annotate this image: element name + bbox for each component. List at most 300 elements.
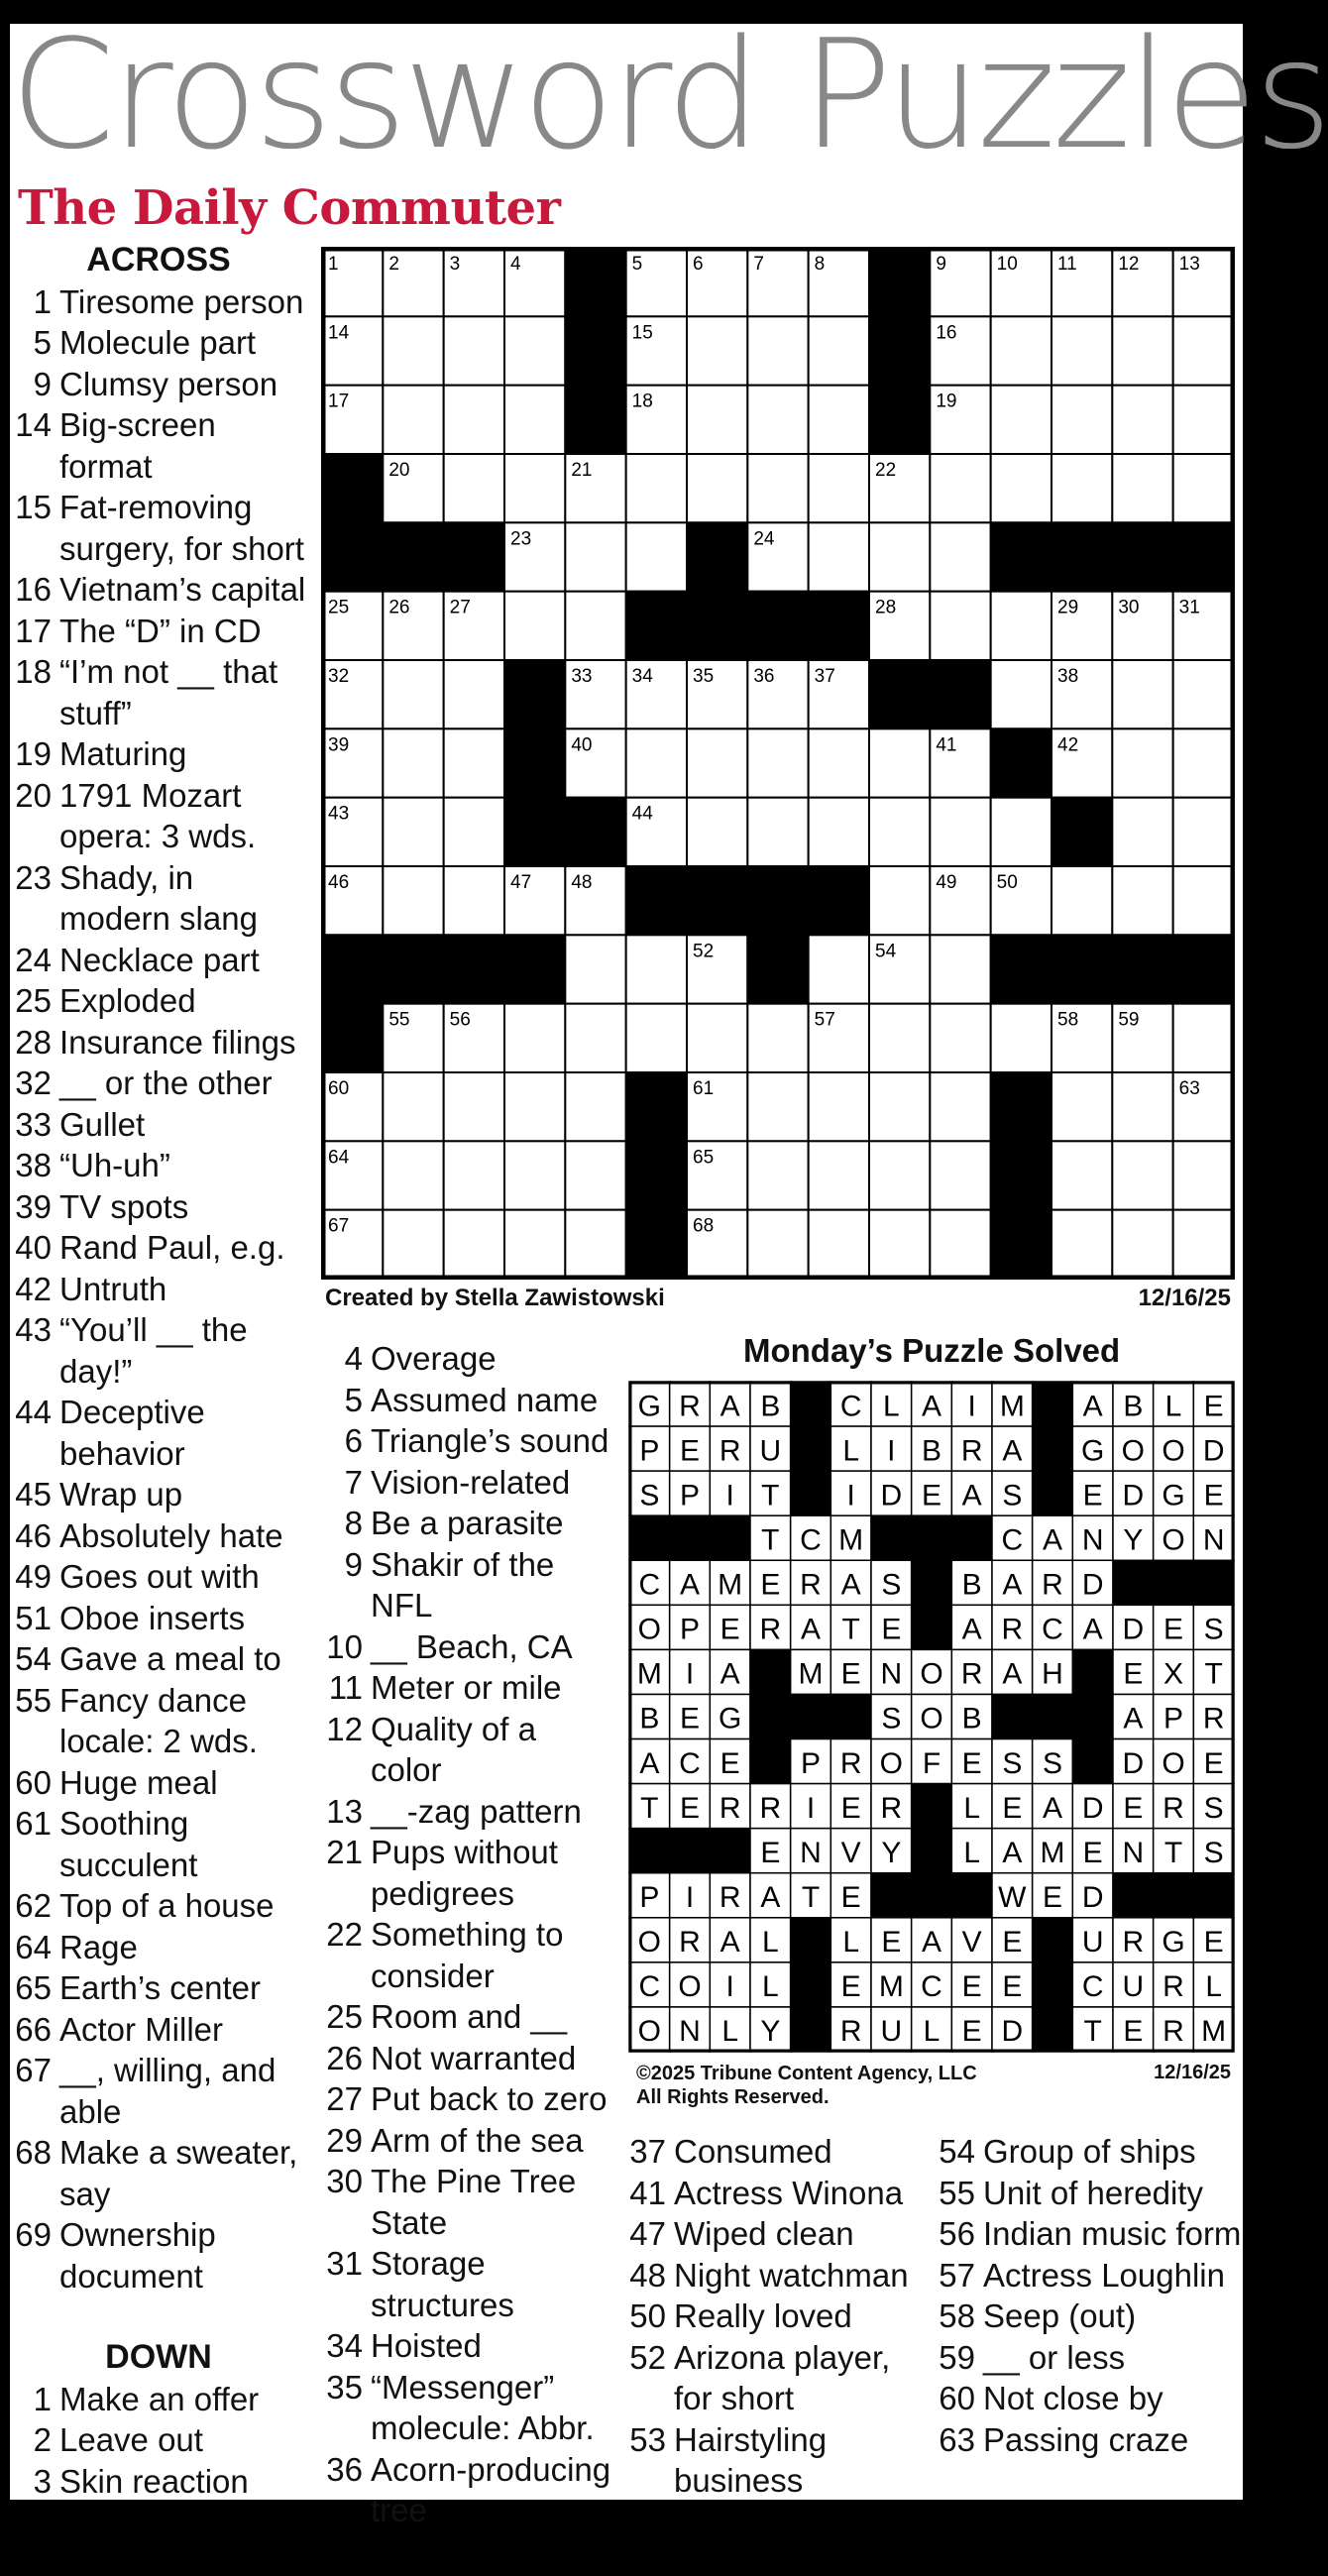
clue-text: Really loved xyxy=(674,2297,852,2334)
grid-cell[interactable] xyxy=(809,316,869,385)
clue-text: Make a sweater, say xyxy=(59,2134,298,2212)
solved-letter: A xyxy=(1082,1613,1103,1646)
grid-cell[interactable] xyxy=(444,454,504,522)
grid-cell[interactable] xyxy=(383,386,443,454)
grid-cell[interactable] xyxy=(687,454,747,522)
solved-letter: E xyxy=(1082,1836,1103,1869)
down-clue xyxy=(936,2213,1243,2255)
solved-letter: N xyxy=(1122,1836,1145,1869)
grid-cell[interactable] xyxy=(809,454,869,522)
solved-letter: B xyxy=(961,1568,982,1602)
down-clue xyxy=(315,1338,612,1380)
solved-letter: E xyxy=(719,1746,740,1780)
grid-cell[interactable] xyxy=(1173,660,1234,728)
grid-cell[interactable] xyxy=(809,1072,869,1141)
solved-letter: L xyxy=(1164,1390,1182,1423)
cell-number: 18 xyxy=(631,391,653,412)
grid-cell[interactable] xyxy=(809,798,869,866)
grid-cell[interactable] xyxy=(504,1141,565,1209)
grid-cell[interactable] xyxy=(930,592,990,660)
grid-cell[interactable] xyxy=(991,660,1051,728)
solved-title: Monday’s Puzzle Solved xyxy=(743,1332,1121,1369)
grid-cell[interactable] xyxy=(383,1141,443,1209)
solved-letter: A xyxy=(1123,1702,1144,1736)
solved-letter: E xyxy=(840,1880,861,1914)
grid-cell[interactable] xyxy=(1173,728,1234,797)
grid-cell[interactable] xyxy=(565,1210,625,1279)
grid-cell[interactable] xyxy=(1173,454,1234,522)
cell-number: 36 xyxy=(753,666,775,687)
solved-letter: P xyxy=(800,1746,822,1780)
grid-cell[interactable] xyxy=(1051,1210,1112,1279)
solved-letter: S xyxy=(881,1702,902,1736)
solved-letter: M xyxy=(1040,1836,1065,1869)
clue-number: 62 xyxy=(15,1887,52,1924)
grid-cell[interactable] xyxy=(565,935,625,1003)
solved-letter: L xyxy=(963,1836,981,1869)
solved-letter: R xyxy=(880,1791,903,1825)
clue-text: Fat-removing surgery, for short xyxy=(59,489,304,567)
grid-cell[interactable] xyxy=(991,386,1051,454)
solved-letter: M xyxy=(636,1657,662,1691)
grid-cell[interactable] xyxy=(383,1210,443,1279)
solved-black-square xyxy=(912,1560,952,1605)
cell-number: 68 xyxy=(693,1215,715,1237)
grid-cell[interactable] xyxy=(1051,316,1112,385)
grid-cell[interactable] xyxy=(1051,454,1112,522)
grid-cell[interactable] xyxy=(809,728,869,797)
across-clue xyxy=(10,1638,307,1680)
solved-letter: N xyxy=(800,1836,822,1869)
cell-number: 59 xyxy=(1118,1009,1140,1031)
clue-column-2 xyxy=(315,1338,612,2531)
solved-letter: A xyxy=(1002,1836,1023,1869)
solved-letter: L xyxy=(842,1434,860,1468)
grid-cell[interactable] xyxy=(626,728,687,797)
grid-cell[interactable] xyxy=(1051,1141,1112,1209)
solved-letter: E xyxy=(1123,1791,1144,1825)
grid-cell[interactable] xyxy=(991,316,1051,385)
grid-cell[interactable] xyxy=(869,1072,930,1141)
solved-letter: B xyxy=(1123,1390,1144,1423)
grid-cell[interactable] xyxy=(991,1004,1051,1072)
grid-cell[interactable] xyxy=(747,1141,808,1209)
grid-cell[interactable] xyxy=(869,798,930,866)
clue-column-1 xyxy=(10,240,307,2502)
black-square xyxy=(991,1210,1051,1279)
solved-letter: B xyxy=(961,1702,982,1736)
solved-letter: L xyxy=(882,1390,900,1423)
solved-letter: A xyxy=(719,1657,740,1691)
grid-cell[interactable] xyxy=(1112,386,1172,454)
cell-number: 31 xyxy=(1178,597,1200,618)
across-clue xyxy=(10,1598,307,1639)
grid-cell[interactable] xyxy=(444,728,504,797)
across-clue xyxy=(10,1186,307,1228)
black-square xyxy=(322,935,383,1003)
black-square xyxy=(687,522,747,591)
grid-cell[interactable] xyxy=(747,1004,808,1072)
clue-text: Assumed name xyxy=(371,1381,599,1418)
grid-cell[interactable] xyxy=(383,866,443,935)
grid-cell[interactable] xyxy=(1112,316,1172,385)
cell-number: 54 xyxy=(875,941,897,962)
grid-cell[interactable] xyxy=(1051,866,1112,935)
solved-letter: C xyxy=(921,1970,942,2004)
across-clue xyxy=(10,1063,307,1104)
solved-letter: S xyxy=(1002,1746,1023,1780)
grid-cell[interactable] xyxy=(687,386,747,454)
clue-text: Arizona player, for short xyxy=(674,2338,891,2416)
clue-text: Pups without pedigrees xyxy=(371,1834,558,1912)
black-square xyxy=(991,522,1051,591)
solved-black-square xyxy=(951,1873,992,1918)
clue-text: “Uh-uh” xyxy=(59,1147,170,1183)
grid-cell[interactable] xyxy=(626,935,687,1003)
solved-letter: I xyxy=(685,1880,695,1914)
grid-cell[interactable] xyxy=(1051,1072,1112,1141)
clue-number: 18 xyxy=(15,653,52,690)
grid-cell[interactable] xyxy=(747,316,808,385)
solved-letter: T xyxy=(761,1479,780,1512)
grid-cell[interactable] xyxy=(809,1210,869,1279)
clue-text: Something to consider xyxy=(371,1916,564,1994)
across-clue xyxy=(10,1309,307,1392)
grid-cell[interactable] xyxy=(444,1210,504,1279)
cell-number: 64 xyxy=(328,1147,350,1169)
grid-cell[interactable] xyxy=(1173,316,1234,385)
clue-number: 4 xyxy=(344,1340,363,1377)
across-clue xyxy=(10,2214,307,2296)
clue-text: Indian music form xyxy=(983,2215,1242,2252)
solved-letter: A xyxy=(921,1926,942,1960)
grid-cell[interactable] xyxy=(504,386,565,454)
solved-black-square xyxy=(951,1515,992,1560)
black-square xyxy=(1112,522,1172,591)
solved-letter: A xyxy=(1042,1791,1063,1825)
across-clue xyxy=(10,1680,307,1762)
across-clue xyxy=(10,651,307,733)
grid-cell[interactable] xyxy=(504,454,565,522)
solved-letter: O xyxy=(1162,1434,1185,1468)
cell-number: 43 xyxy=(328,803,350,825)
across-clue xyxy=(10,775,307,857)
solved-black-square xyxy=(871,1515,912,1560)
solved-letter: Y xyxy=(1123,1523,1144,1557)
grid-cell[interactable] xyxy=(383,660,443,728)
grid-cell[interactable] xyxy=(747,386,808,454)
grid-cell[interactable] xyxy=(869,866,930,935)
cell-number: 41 xyxy=(936,734,957,756)
grid-cell[interactable] xyxy=(930,522,990,591)
clue-number: 69 xyxy=(15,2216,52,2253)
black-square xyxy=(565,316,625,385)
grid-cell[interactable] xyxy=(444,798,504,866)
black-square xyxy=(383,935,443,1003)
solved-letter: E xyxy=(679,1434,701,1468)
grid-cell[interactable] xyxy=(687,728,747,797)
solved-black-square xyxy=(670,1515,711,1560)
clue-number: 28 xyxy=(15,1023,52,1061)
solved-letter: S xyxy=(1203,1613,1224,1646)
clue-number: 13 xyxy=(326,1792,363,1830)
solved-letter: E xyxy=(1002,1926,1023,1960)
grid-cell[interactable] xyxy=(1112,1210,1172,1279)
solved-black-square xyxy=(992,1694,1033,1738)
solved-letter: E xyxy=(881,1613,902,1646)
grid-cell[interactable] xyxy=(1112,866,1172,935)
cell-number: 34 xyxy=(631,666,653,687)
solved-letter: E xyxy=(961,1970,982,2004)
solved-letter: A xyxy=(760,1880,781,1914)
clue-number: 66 xyxy=(15,2010,52,2048)
down-clue xyxy=(315,1626,612,1668)
clue-number: 19 xyxy=(15,735,52,772)
across-clue xyxy=(10,1474,307,1515)
solved-black-square xyxy=(750,1649,791,1694)
down-clue xyxy=(315,1914,612,1996)
clue-text: Consumed xyxy=(674,2133,832,2170)
cell-number: 32 xyxy=(328,666,350,687)
grid-cell[interactable] xyxy=(383,798,443,866)
clue-number: 42 xyxy=(15,1270,52,1307)
down-clue xyxy=(315,1462,612,1504)
clue-text: Maturing xyxy=(59,735,187,772)
solved-letter: A xyxy=(840,1568,861,1602)
solved-letter: D xyxy=(1202,1434,1225,1468)
grid-cell[interactable] xyxy=(747,1072,808,1141)
grid-cell[interactable] xyxy=(1173,798,1234,866)
clue-number: 43 xyxy=(15,1311,52,1348)
grid-cell[interactable] xyxy=(930,454,990,522)
clue-number: 58 xyxy=(939,2297,975,2334)
clue-number: 24 xyxy=(15,941,52,978)
solved-letter: E xyxy=(1082,1479,1103,1512)
solved-letter: S xyxy=(639,1479,660,1512)
grid-cell[interactable] xyxy=(687,798,747,866)
solved-letter: T xyxy=(761,1523,780,1557)
clue-number: 61 xyxy=(15,1805,52,1842)
grid-cell[interactable] xyxy=(504,1004,565,1072)
clue-text: The “D” in CD xyxy=(59,612,262,649)
grid-cell[interactable] xyxy=(444,660,504,728)
solved-letter: E xyxy=(1123,2015,1144,2049)
grid-cell[interactable] xyxy=(991,798,1051,866)
grid-cell[interactable] xyxy=(930,935,990,1003)
grid-cell[interactable] xyxy=(1173,386,1234,454)
solved-black-square xyxy=(912,1873,952,1918)
grid-cell[interactable] xyxy=(383,728,443,797)
clue-number: 30 xyxy=(326,2163,363,2199)
clue-number: 2 xyxy=(33,2421,52,2458)
solved-letter: O xyxy=(920,1657,943,1691)
clue-number: 36 xyxy=(326,2450,363,2488)
clue-number: 5 xyxy=(33,324,52,361)
grid-cell[interactable] xyxy=(930,1004,990,1072)
grid-cell[interactable] xyxy=(626,1004,687,1072)
grid-cell[interactable] xyxy=(383,316,443,385)
grid-cell[interactable] xyxy=(930,798,990,866)
grid-cell[interactable] xyxy=(869,522,930,591)
clue-number: 54 xyxy=(939,2133,975,2170)
clue-text: Ownership document xyxy=(59,2216,216,2295)
solved-letter: R xyxy=(679,1390,701,1423)
clue-text: “Messenger” molecule: Abbr. xyxy=(371,2368,595,2446)
solved-black-square xyxy=(830,1694,871,1738)
black-square xyxy=(869,248,930,316)
clue-text: Put back to zero xyxy=(371,2080,608,2117)
cell-number: 35 xyxy=(693,666,715,687)
clue-text: Overage xyxy=(371,1340,497,1377)
solved-letter: R xyxy=(759,1791,782,1825)
down-heading: DOWN xyxy=(105,2338,212,2376)
grid-cell[interactable] xyxy=(869,1210,930,1279)
grid-cell[interactable] xyxy=(565,592,625,660)
grid-cell[interactable] xyxy=(747,798,808,866)
across-clue xyxy=(10,1392,307,1474)
clue-number: 22 xyxy=(326,1916,363,1953)
grid-cell[interactable] xyxy=(930,1072,990,1141)
across-clue xyxy=(10,1967,307,2009)
solved-letter: L xyxy=(761,1926,779,1960)
grid-cell[interactable] xyxy=(1173,1141,1234,1209)
solved-letter: T xyxy=(801,1880,821,1914)
grid-cell[interactable] xyxy=(444,1072,504,1141)
grid-cell[interactable] xyxy=(1051,386,1112,454)
solved-letter: E xyxy=(1002,1791,1023,1825)
across-clue xyxy=(10,281,307,323)
clue-number: 50 xyxy=(629,2297,666,2334)
clue-number: 25 xyxy=(15,982,52,1019)
cell-number: 63 xyxy=(1178,1078,1200,1099)
grid-cell[interactable] xyxy=(1112,728,1172,797)
grid-cell[interactable] xyxy=(1112,660,1172,728)
clue-number: 10 xyxy=(326,1627,363,1665)
clue-text: TV spots xyxy=(59,1187,189,1225)
solved-black-square xyxy=(791,1382,831,1426)
solved-letter: M xyxy=(878,1970,904,2004)
grid-cell[interactable] xyxy=(1112,454,1172,522)
grid-cell[interactable] xyxy=(747,728,808,797)
grid-cell[interactable] xyxy=(565,522,625,591)
solved-black-square xyxy=(791,1962,831,2007)
across-clue xyxy=(10,1269,307,1310)
grid-cell[interactable] xyxy=(930,1141,990,1209)
clue-number: 48 xyxy=(629,2256,666,2294)
grid-cell[interactable] xyxy=(626,454,687,522)
down-clue xyxy=(315,1996,612,2038)
grid-cell[interactable] xyxy=(1112,798,1172,866)
black-square xyxy=(991,1141,1051,1209)
solved-letter: V xyxy=(961,1926,982,1960)
solved-letter: R xyxy=(719,1434,741,1468)
grid-cell[interactable] xyxy=(687,316,747,385)
clue-number: 32 xyxy=(15,1064,52,1101)
black-square xyxy=(444,935,504,1003)
solved-black-square xyxy=(1193,1560,1234,1605)
down-clue xyxy=(315,1380,612,1421)
grid-cell[interactable] xyxy=(1173,866,1234,935)
solved-letter: L xyxy=(842,1926,860,1960)
grid-cell[interactable] xyxy=(565,1004,625,1072)
black-square xyxy=(747,935,808,1003)
clue-text: __ Beach, CA xyxy=(371,1627,573,1665)
grid-cell[interactable] xyxy=(809,1141,869,1209)
grid-cell[interactable] xyxy=(504,316,565,385)
grid-cell[interactable] xyxy=(747,1210,808,1279)
solved-black-square xyxy=(791,1918,831,1962)
grid-cell[interactable] xyxy=(444,316,504,385)
cell-number: 15 xyxy=(631,322,653,344)
black-square xyxy=(747,866,808,935)
clue-number: 47 xyxy=(629,2215,666,2252)
clue-number: 37 xyxy=(629,2133,666,2170)
solved-black-square xyxy=(1113,1560,1154,1605)
black-square xyxy=(322,1004,383,1072)
solved-letter: P xyxy=(679,1613,701,1646)
down-clue xyxy=(936,2419,1243,2461)
clue-number: 59 xyxy=(939,2338,975,2376)
solved-letter: U xyxy=(1081,1926,1104,1960)
across-clue xyxy=(10,857,307,940)
grid-cell[interactable] xyxy=(869,728,930,797)
grid-cell[interactable] xyxy=(504,592,565,660)
grid-cell[interactable] xyxy=(1173,1210,1234,1279)
grid-cell[interactable] xyxy=(444,1141,504,1209)
solved-black-square xyxy=(791,1694,831,1738)
grid-cell[interactable] xyxy=(1112,1072,1172,1141)
grid-cell[interactable] xyxy=(504,1072,565,1141)
down-clue xyxy=(626,2419,924,2502)
grid-cell[interactable] xyxy=(504,1210,565,1279)
grid-cell[interactable] xyxy=(809,386,869,454)
cell-number: 25 xyxy=(328,597,350,618)
cell-number: 11 xyxy=(1057,254,1077,275)
solved-letter: A xyxy=(921,1390,942,1423)
grid-cell[interactable] xyxy=(869,1141,930,1209)
grid-cell[interactable] xyxy=(444,386,504,454)
solved-letter: C xyxy=(1001,1523,1024,1557)
solved-letter: C xyxy=(638,1568,661,1602)
grid-cell[interactable] xyxy=(991,454,1051,522)
grid-cell[interactable] xyxy=(809,522,869,591)
grid-cell[interactable] xyxy=(383,1072,443,1141)
black-square xyxy=(869,316,930,385)
grid-cell[interactable] xyxy=(991,592,1051,660)
solved-black-square xyxy=(912,1515,952,1560)
solved-black-square xyxy=(1033,1382,1073,1426)
grid-cell[interactable] xyxy=(565,1072,625,1141)
solved-letter: E xyxy=(840,1791,861,1825)
grid-cell[interactable] xyxy=(930,1210,990,1279)
solved-black-square xyxy=(912,1605,952,1649)
grid-cell[interactable] xyxy=(809,935,869,1003)
grid-cell[interactable] xyxy=(747,454,808,522)
grid-cell[interactable] xyxy=(626,522,687,591)
crossword-grid[interactable] xyxy=(322,248,1234,1279)
grid-cell[interactable] xyxy=(687,1004,747,1072)
down-clue xyxy=(315,2078,612,2120)
grid-cell[interactable] xyxy=(869,1004,930,1072)
grid-cell[interactable] xyxy=(1112,1141,1172,1209)
clue-number: 26 xyxy=(326,2039,363,2076)
solved-letter: A xyxy=(961,1479,982,1512)
grid-cell[interactable] xyxy=(444,866,504,935)
grid-cell[interactable] xyxy=(565,1141,625,1209)
down-clue xyxy=(315,1832,612,1914)
grid-cell[interactable] xyxy=(1173,1004,1234,1072)
cell-number: 17 xyxy=(328,391,350,412)
